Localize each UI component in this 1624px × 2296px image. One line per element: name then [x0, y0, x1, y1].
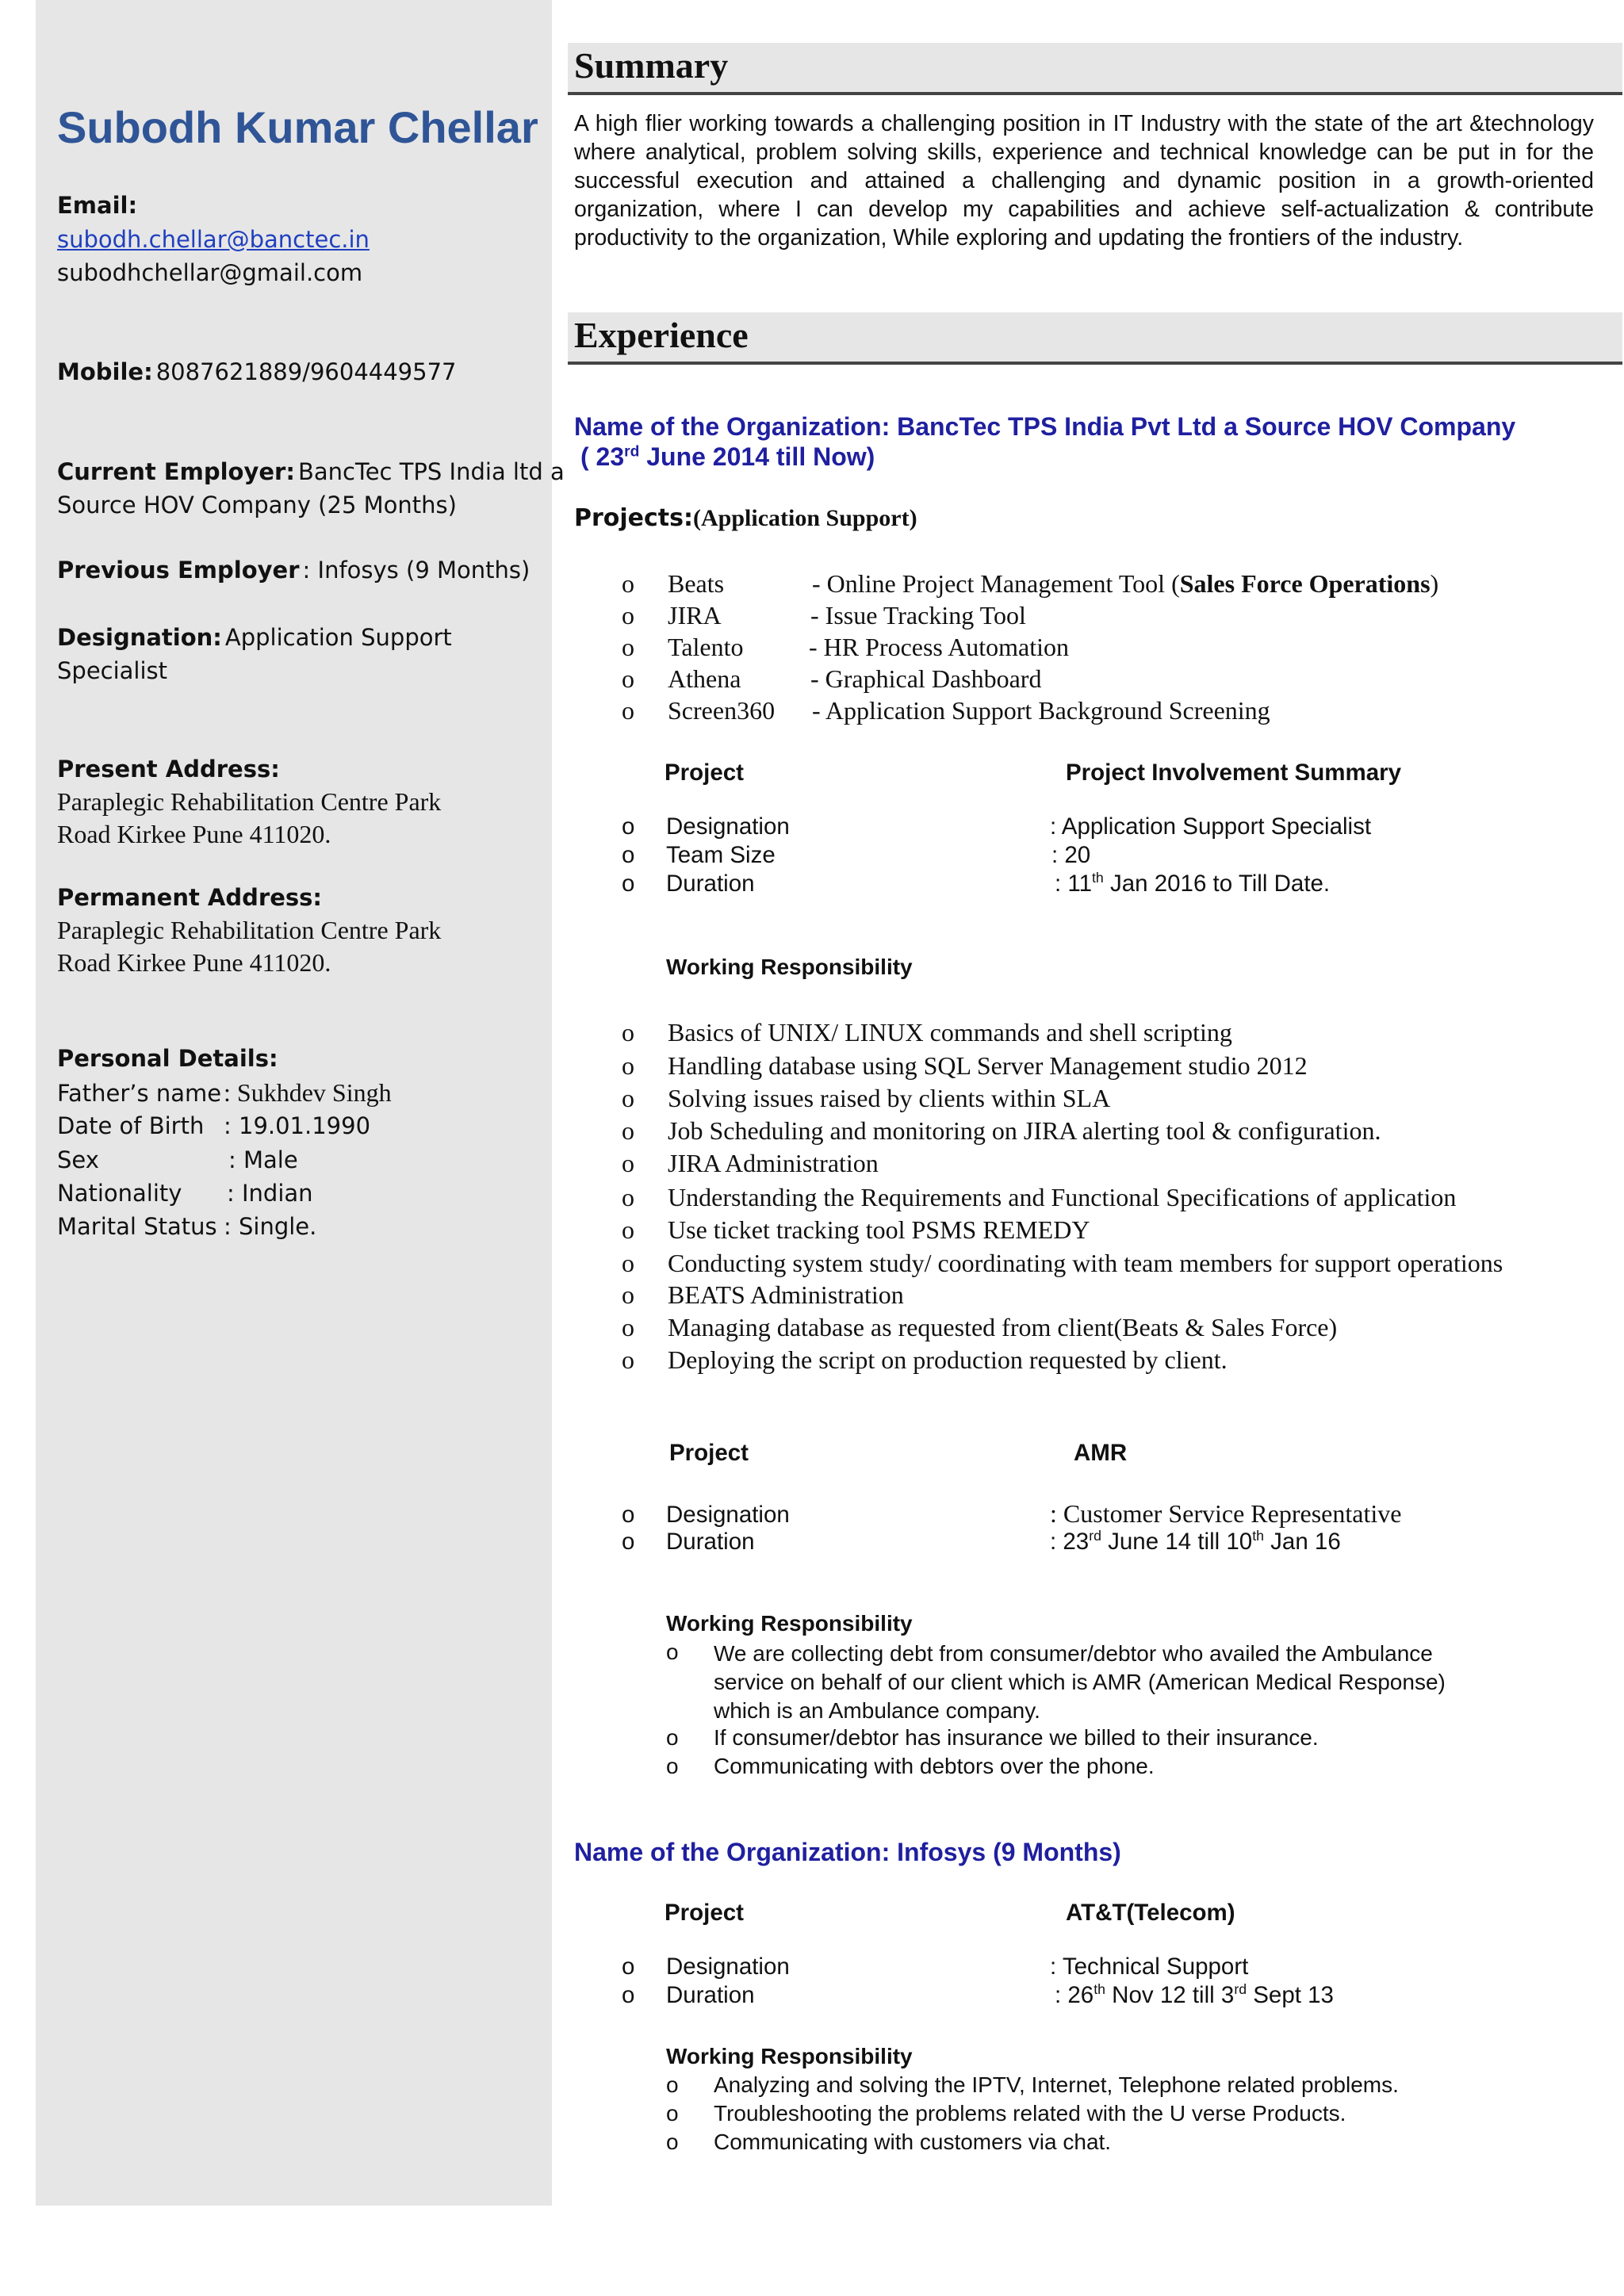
designation-line2: Specialist [57, 657, 168, 684]
personal-detail-key: Marital Status [57, 1213, 217, 1240]
list-item: We are collecting debt from consumer/debtor who availed the Ambulance service on behalf of our client which is AMR (American Medical Response) which is an Ambulance company. [714, 1641, 1446, 1723]
list-item-bullet: o [622, 1982, 635, 2008]
team-size-value: : 20 [1051, 842, 1091, 868]
project-value: AMR [1074, 1440, 1128, 1466]
list-item-bullet: o [622, 871, 635, 897]
duration-label: Duration [666, 1529, 755, 1555]
list-item: Basics of UNIX/ LINUX commands and shell scripting [668, 1018, 1232, 1047]
current-employer-label: Current Employer: [57, 458, 295, 485]
working-responsibility-label: Working Responsibility [666, 1611, 913, 1636]
personal-detail-value: : 19.01.1990 [224, 1112, 371, 1139]
projects-label: Projects: [574, 504, 693, 532]
project-name: Beats [668, 569, 725, 598]
list-item: Conducting system study/ coordinating with team members for support operations [668, 1249, 1503, 1277]
list-item-bullet: o [622, 842, 635, 868]
previous-employer-row [57, 557, 530, 584]
project-desc: - Online Project Management Tool (Sales Force Operations) [812, 569, 1439, 598]
personal-detail-key: Sex [57, 1146, 99, 1173]
list-item-bullet: o [622, 813, 635, 840]
experience-heading: Experience [574, 315, 749, 355]
list-item-bullet: o [622, 1018, 634, 1047]
duration-value: : 11th Jan 2016 to Till Date. [1055, 870, 1331, 897]
list-item-bullet: o [666, 1725, 679, 1750]
list-item-bullet: o [666, 2130, 679, 2154]
personal-detail-value: : Indian [227, 1180, 313, 1207]
project-desc: - HR Process Automation [809, 633, 1069, 661]
email-link[interactable]: subodh.chellar@banctec.in [57, 226, 370, 253]
personal-details-label: Personal Details: [57, 1045, 278, 1072]
designation-value: Application Support [224, 624, 452, 651]
list-item-bullet: o [622, 1116, 634, 1145]
project-name: Talento [668, 633, 744, 661]
list-item: Job Scheduling and monitoring on JIRA alerting tool & configuration. [668, 1116, 1381, 1145]
org2-title: Name of the Organization: Infosys (9 Months) [574, 1838, 1121, 1866]
list-item: Use ticket tracking tool PSMS REMEDY [668, 1215, 1090, 1244]
personal-detail-key: Father’s name [57, 1080, 222, 1107]
project-name: Athena [668, 664, 741, 693]
list-item: If consumer/debtor has insurance we billed to their insurance. [714, 1725, 1319, 1750]
personal-detail-value: : Sukhdev Singh [224, 1078, 392, 1107]
list-item: Communicating with customers via chat. [714, 2130, 1112, 2154]
designation-value: : Customer Service Representative [1050, 1499, 1402, 1528]
summary-heading: Summary [574, 45, 729, 86]
personal-detail-row [57, 1213, 316, 1240]
duration-label: Duration [666, 1982, 755, 2008]
list-item-bullet: o [622, 1051, 634, 1080]
designation-value: : Technical Support [1050, 1954, 1249, 1980]
designation-label: Designation: [57, 624, 222, 651]
list-item-bullet: o [622, 1529, 635, 1555]
summary-text: A high flier working towards a challenging position in IT Industry with the state of the art &technology where analytical, problem solving skills, experience and technical knowledge can be put in for the successful execution and attained a challenging and dynamic position in a growth-oriented organization, where I can develop my capabilities and achieve self-actualization & contribute productivity to the organization, While exploring and updating the frontiers of the industry. [574, 111, 1594, 251]
projects-sub: (Application Support) [693, 505, 917, 531]
list-item-bullet: o [622, 1183, 634, 1211]
list-item: BEATS Administration [668, 1280, 904, 1309]
list-item: Analyzing and solving the IPTV, Internet, Telephone related problems. [714, 2072, 1399, 2097]
list-item-bullet: o [666, 2101, 679, 2126]
project-name: JIRA [668, 601, 722, 629]
working-responsibility-label: Working Responsibility [666, 2044, 913, 2068]
list-item-bullet: o [622, 1313, 634, 1341]
personal-detail-value: : Single. [224, 1213, 317, 1240]
list-item-bullet: o [666, 1640, 679, 1664]
current-employer-line2: Source HOV Company (25 Months) [57, 492, 457, 519]
current-employer-value: BancTec TPS India ltd a [297, 458, 565, 485]
designation-label: Designation [666, 1502, 790, 1528]
candidate-name: Subodh Kumar Chellar [57, 102, 538, 152]
list-item-bullet: o [622, 1954, 635, 1980]
mobile-row [57, 358, 456, 385]
list-item-bullet: o [622, 1280, 634, 1309]
list-item-bullet: o [622, 696, 634, 725]
personal-detail-key: Nationality [57, 1180, 182, 1207]
present-address-line1: Paraplegic Rehabilitation Centre Park [57, 787, 442, 816]
project-label: Project [665, 1900, 745, 1926]
projects-heading [574, 504, 917, 532]
current-employer-row [57, 458, 565, 485]
designation-value: : Application Support Specialist [1050, 813, 1372, 840]
mobile-label: Mobile: [57, 358, 153, 385]
list-item: Deploying the script on production requested by client. [668, 1345, 1228, 1374]
org1-dates: ( 23rd June 2014 till Now) [580, 442, 875, 471]
list-item-bullet: o [622, 633, 634, 661]
email-secondary: subodhchellar@gmail.com [57, 259, 363, 286]
list-item: Solving issues raised by clients within SLA [668, 1084, 1111, 1112]
personal-detail-row [57, 1112, 370, 1139]
present-address-line2: Road Kirkee Pune 411020. [57, 820, 331, 848]
list-item-bullet: o [622, 1215, 634, 1244]
list-item: Handling database using SQL Server Management studio 2012 [668, 1051, 1308, 1080]
project-label: Project [665, 760, 745, 786]
mobile-value: 8087621889/9604449577 [155, 358, 457, 385]
summary-heading-bar [568, 43, 1622, 95]
project-name: Screen360 [668, 696, 776, 725]
list-item-bullet: o [622, 1084, 634, 1112]
project-desc: - Application Support Background Screening [812, 696, 1270, 725]
personal-detail-row [57, 1146, 298, 1173]
project-desc: - Graphical Dashboard [810, 664, 1042, 693]
org1-title: Name of the Organization: BancTec TPS India Pvt Ltd a Source HOV Company [574, 412, 1516, 441]
list-item: Understanding the Requirements and Functional Specifications of application [668, 1183, 1457, 1211]
personal-detail-row [57, 1078, 392, 1108]
duration-value: : 23rd June 14 till 10th Jan 16 [1050, 1528, 1341, 1555]
designation-label: Designation [666, 1954, 790, 1980]
duration-label: Duration [666, 871, 755, 897]
working-responsibility-label: Working Responsibility [666, 955, 913, 979]
designation-label: Designation [666, 813, 790, 840]
project-value: AT&T(Telecom) [1066, 1900, 1235, 1926]
list-item: Communicating with debtors over the phone. [714, 1754, 1155, 1778]
project-label: Project [669, 1440, 749, 1466]
project-value: Project Involvement Summary [1066, 760, 1401, 786]
designation-row [57, 624, 452, 651]
list-item-bullet: o [622, 1502, 635, 1528]
project-desc: - Issue Tracking Tool [810, 601, 1026, 629]
list-item-bullet: o [622, 569, 634, 598]
permanent-address-label: Permanent Address: [57, 884, 322, 911]
list-item-bullet: o [666, 2072, 679, 2097]
list-item-bullet: o [622, 601, 634, 629]
previous-employer-label: Previous Employer [57, 557, 300, 584]
team-size-label: Team Size [666, 842, 776, 868]
personal-detail-value: : Male [228, 1146, 298, 1173]
list-item-bullet: o [666, 1754, 679, 1778]
list-item-bullet: o [622, 1249, 634, 1277]
list-item-bullet: o [622, 664, 634, 693]
previous-employer-value: : Infosys (9 Months) [302, 557, 530, 584]
duration-value: : 26th Nov 12 till 3rd Sept 13 [1055, 1981, 1334, 2008]
email-label: Email: [57, 192, 138, 219]
list-item: JIRA Administration [668, 1149, 879, 1177]
personal-detail-row [57, 1180, 313, 1207]
list-item: Managing database as requested from client(Beats & Sales Force) [668, 1313, 1338, 1341]
present-address-label: Present Address: [57, 756, 280, 783]
list-item-bullet: o [622, 1149, 634, 1177]
experience-heading-bar [568, 312, 1622, 365]
list-item: Troubleshooting the problems related with the U verse Products. [714, 2101, 1346, 2126]
list-item-bullet: o [622, 1345, 634, 1374]
personal-detail-key: Date of Birth [57, 1112, 205, 1139]
permanent-address-line1: Paraplegic Rehabilitation Centre Park [57, 916, 442, 944]
permanent-address-line2: Road Kirkee Pune 411020. [57, 948, 331, 977]
